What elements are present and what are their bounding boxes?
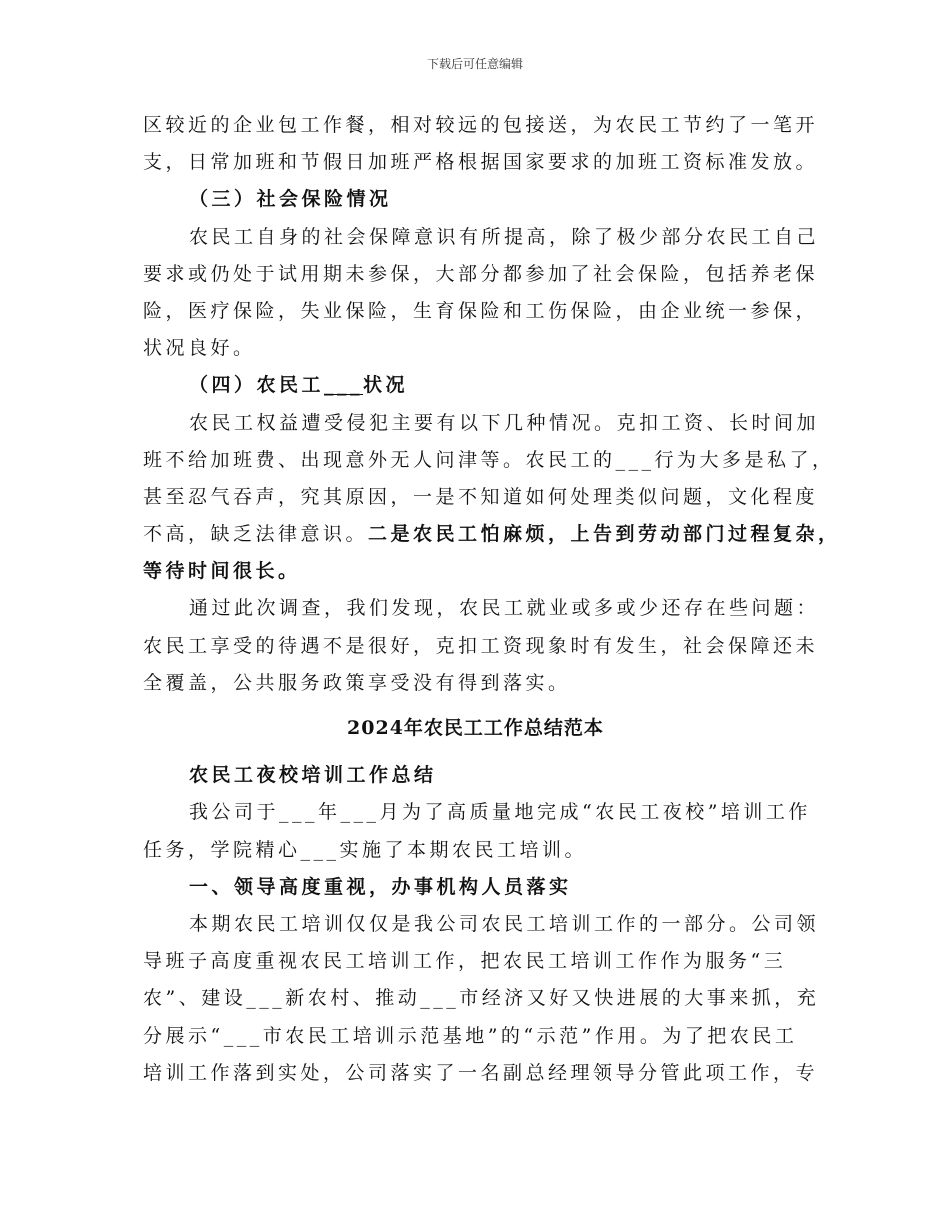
page-header-note: 下载后可任意编辑 — [426, 57, 523, 71]
section-heading-leadership: 一、领导高度重视，办事机构人员落实 — [189, 875, 572, 898]
paragraph-line: 农”、建设___新农村、推动___市经济又好又快进展的大事来抓，充 — [143, 987, 820, 1010]
paragraph-line: 全覆盖，公共服务政策享受没有得到落实。 — [143, 671, 571, 694]
paragraph-line: 班不给加班费、出现意外无人问津等。农民工的___行为大多是私了， — [143, 448, 835, 471]
paragraph-line: 要求或仍处于试用期未参保，大部分都参加了社会保险，包括养老保 — [143, 262, 819, 285]
heading-blank: ___ — [324, 374, 364, 397]
spacer — [143, 702, 808, 710]
paragraph-line: 培训工作落到实处，公司落实了一名副总经理领导分管此项工作，专 — [143, 1061, 819, 1084]
paragraph-line: 我公司于___年___月为了高质量地完成“农民工夜校”培训工作 — [189, 801, 811, 824]
heading-prefix: （四）农民工 — [189, 374, 325, 397]
sub-title: 农民工夜校培训工作总结 — [189, 764, 437, 787]
spacer — [143, 747, 808, 757]
paragraph-line-bold: 等待时间很长。 — [143, 560, 301, 583]
paragraph-line: 险，医疗保险，失业保险，生育保险和工伤保险，由企业统一参保， — [143, 299, 819, 322]
paragraph-line: 农民工享受的待遇不是很好，克扣工资现象时有发生，社会保障还未 — [143, 634, 819, 657]
section-heading-social-insurance: （三）社会保险情况 — [189, 188, 392, 211]
bold-text: 二是农民工怕麻烦，上告到劳动部门过程复杂， — [368, 523, 841, 546]
paragraph-line: 任务，学院精心___实施了本期农民工培训。 — [143, 838, 588, 861]
section-heading-worker-status — [143, 367, 808, 404]
document-body — [143, 107, 841, 1092]
paragraph-line: 农民工权益遭受侵犯主要有以下几种情况。克扣工资、长时间加 — [189, 411, 820, 434]
normal-text: 不高，缺乏法律意识。 — [143, 523, 369, 546]
paragraph-line: 分展示“___市农民工培训示范基地”的“示范”作用。为了把农民工 — [143, 1024, 798, 1047]
heading-suffix: 状况 — [363, 374, 409, 397]
paragraph-line-mixed — [143, 516, 841, 553]
paragraph-line: 区较近的企业包工作餐，相对较远的包接送，为农民工节约了一笔开 — [143, 114, 819, 136]
paragraph-line: 农民工自身的社会保障意识有所提高，除了极少部分农民工自己 — [189, 225, 820, 248]
paragraph-line: 本期农民工培训仅仅是我公司农民工培训工作的一部分。公司领 — [189, 912, 820, 935]
paragraph-line: 状况良好。 — [143, 337, 256, 360]
paragraph-line: 导班子高度重视农民工培训工作，把农民工培训工作作为服务“三 — [143, 950, 787, 973]
paragraph-line: 支，日常加班和节假日加班严格根据国家要求的加班工资标准发放。 — [143, 151, 819, 174]
document-title: 2024年农民工工作总结范本 — [347, 717, 604, 739]
paragraph-line: 通过此次调查，我们发现，农民工就业或多或少还存在些问题： — [189, 597, 820, 620]
paragraph-line: 甚至忍气吞声，究其原因，一是不知道如何处理类似问题，文化程度 — [143, 485, 819, 508]
